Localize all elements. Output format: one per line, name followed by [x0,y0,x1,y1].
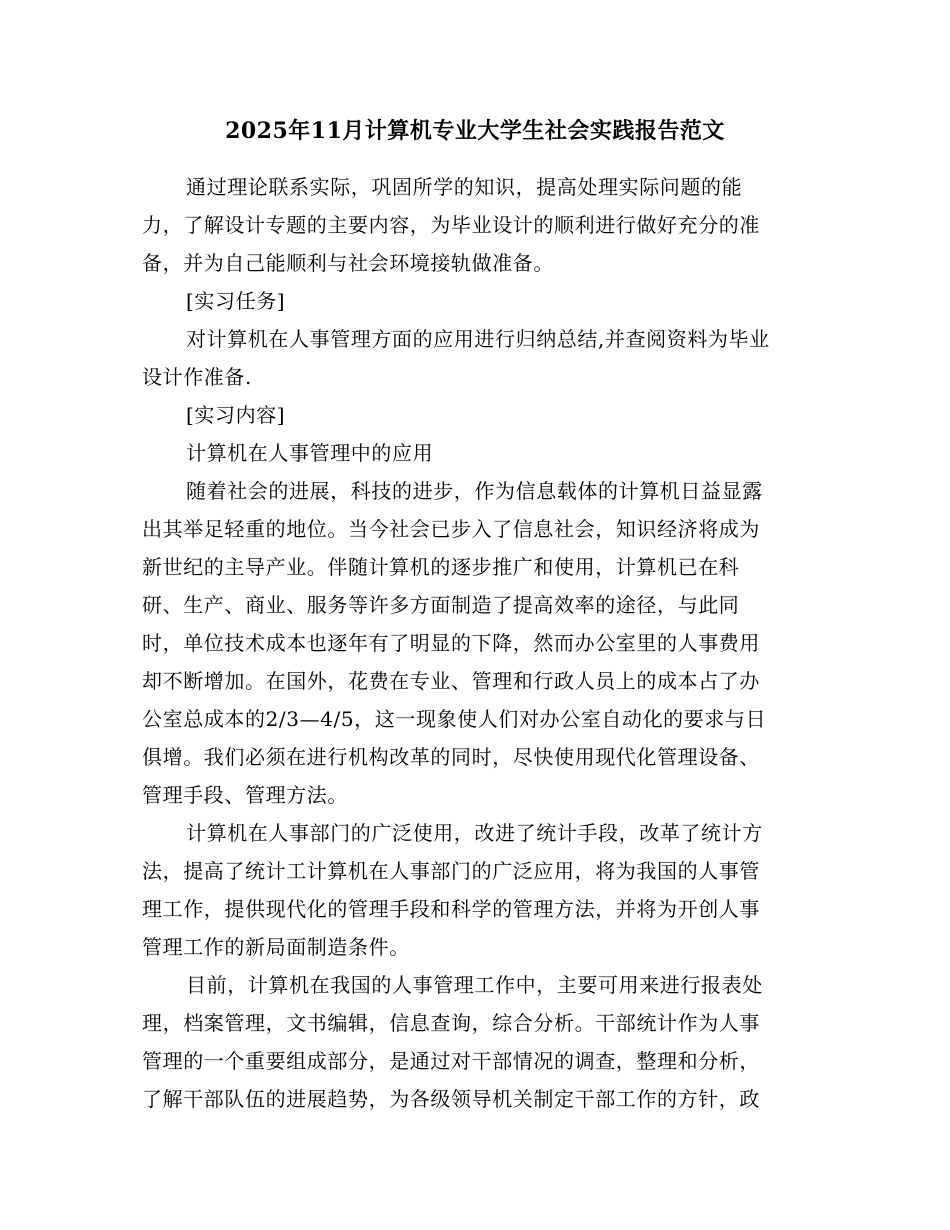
paragraph-current-status: 目前，计算机在我国的人事管理工作中，主要可用来进行报表处 理，档案管理，文书编辑，信息查询，综合分析。干部统计作为人事 管理的一个重要组成部分，是通过对干部情况的调查，整理和分析， 了解干部队伍的进展趋势，为各级领导机关制定干部工作的方针，政 [142,973,763,1111]
document-body [142,168,810,1118]
document-title: 2025年11月计算机专业大学生社会实践报告范文 [225,118,725,144]
section-heading-internship-content: [实习内容] [186,403,286,427]
paragraph-social-development: 随着社会的进展，科技的进步，作为信息载体的计算机日益显露 出其举足轻重的地位。当今社会已步入了信息社会，知识经济将成为 新世纪的主导产业。伴随计算机的逐步推广和使用，计算机已在科 研、生产、商业、服务等许多方面制造了提高效率的途径，与此同 时，单位技术成本也逐年有了明显的下降，然而办公室里的人事费用 却不断增加。在国外，花费在专业、管理和行政人员上的成本占了办 公室总成本的2/3—4/5，这一现象使人们对办公室自动化的要求与日 俱增。我们必须在进行机构改革的同时，尽快使用现代化管理设备、 管理手段、管理方法。 [142,479,767,807]
paragraph-hr-usage: 计算机在人事部门的广泛使用，改进了统计手段，改革了统计方 法，提高了统计工计算机在人事部门的广泛应用，将为我国的人事管 理工作，提供现代化的管理手段和科学的管理方法，并将为开创人事 管理工作的新局面制造条件。 [142,821,763,959]
section-heading-internship-task: [实习任务] [186,289,286,313]
paragraph-intro: 通过理论联系实际，巩固所学的知识，提高处理实际问题的能 力，了解设计专题的主要内容，为毕业设计的顺利进行做好充分的准 备，并为自己能顺利与社会环境接轨做准备。 [142,175,760,275]
subheading-computer-in-hr: 计算机在人事管理中的应用 [186,441,434,465]
paragraph-task: 对计算机在人事管理方面的应用进行归纳总结,并查阅资料为毕业 设计作准备. [142,327,770,389]
